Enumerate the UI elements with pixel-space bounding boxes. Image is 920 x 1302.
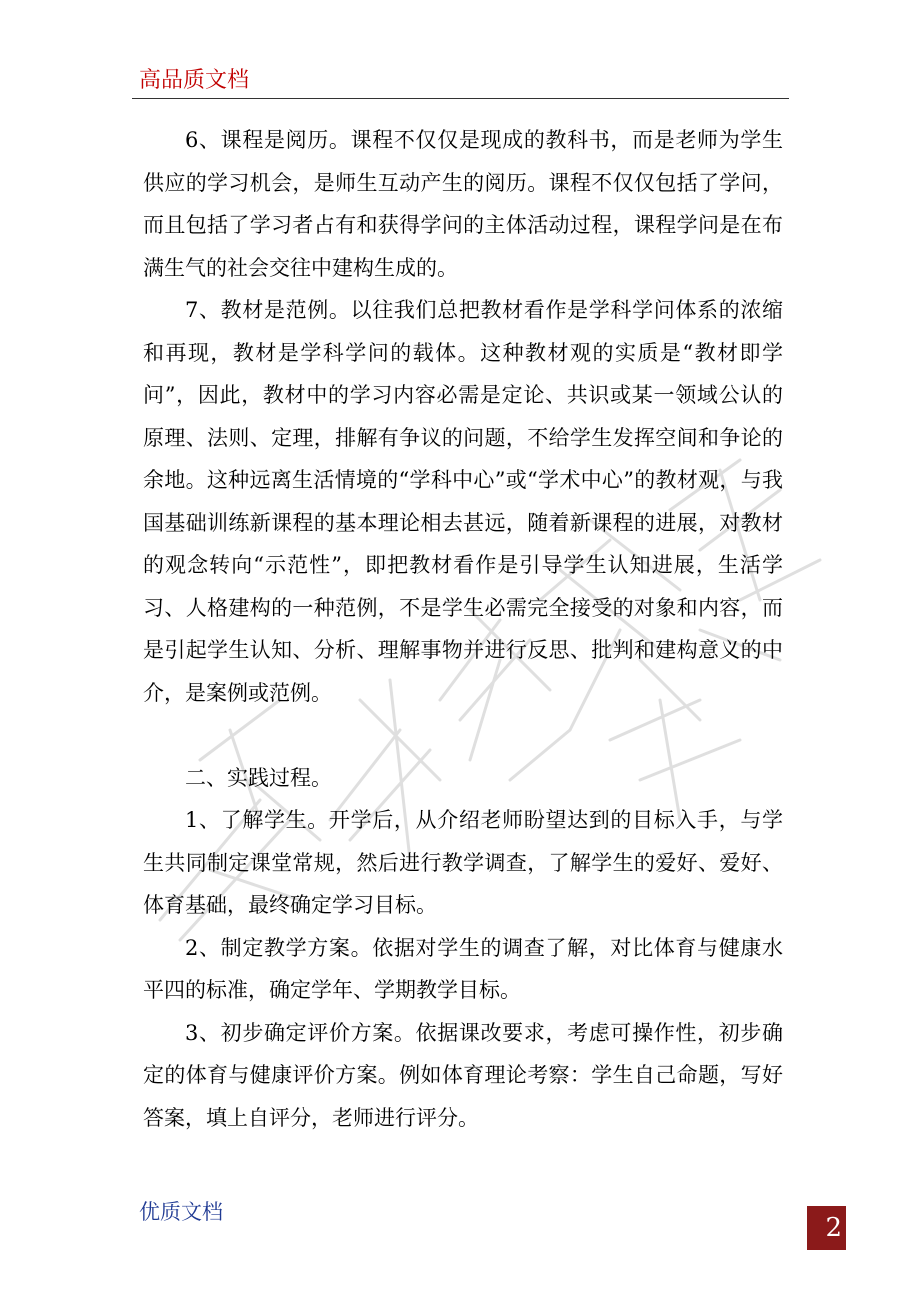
paragraph-understand-students: 1、了解学生。开学后，从介绍老师盼望达到的目标入手，与学生共同制定课堂常规，然后进行教学调查，了解学生的爱好、爱好、体育基础，最终确定学习目标。 xyxy=(143,808,783,917)
section-heading-practice: 二、实践过程。 xyxy=(185,765,332,790)
paragraph-evaluation-plan: 3、初步确定评价方案。依据课改要求，考虑可操作性，初步确定的体育与健康评价方案。例如体育理论考察：学生自己命题，写好答案，填上自评分，老师进行评分。 xyxy=(143,1020,783,1130)
page-number-badge: 2 xyxy=(807,1206,846,1250)
paragraph-spacer xyxy=(143,714,783,757)
footer-title: 优质文档 xyxy=(139,1200,223,1224)
header-divider xyxy=(132,98,789,99)
paragraph-textbook-example: 7、教材是范例。以往我们总把教材看作是学科学问体系的浓缩和再现，教材是学科学问的载体。这种教材观的实质是“教材即学问”，因此，教材中的学习内容必需是定论、共识或某一领域公认的原理、法则、定理，排解有争议的问题，不给学生发挥空间和争论的余地。这种远离生活情境的“学科中心”或“学术中心”的教材观，与我国基础训练新课程的基本理论相去甚远，随着新课程的进展，对教材的观念转向“示范性”，即把教材看作是引导学生认知进展，生活学习、人格建构的一种范例，不是学生必需完全接受的对象和内容，而是引起学生认知、分析、理解事物并进行反思、批判和建构意义的中介，是案例或范例。 xyxy=(143,298,783,705)
paragraph-teaching-plan: 2、制定教学方案。依据对学生的调查了解，对比体育与健康水平四的标准，确定学年、学期教学目标。 xyxy=(143,935,783,1002)
header-title: 高品质文档 xyxy=(139,68,250,93)
document-body xyxy=(143,119,783,1139)
paragraph-curriculum-experience: 6、课程是阅历。课程不仅仅是现成的教科书，而是老师为学生供应的学习机会，是师生互动产生的阅历。课程不仅仅包括了学问，而且包括了学习者占有和获得学问的主体活动过程，课程学问是在布满生气的社会交往中建构生成的。 xyxy=(143,128,783,280)
